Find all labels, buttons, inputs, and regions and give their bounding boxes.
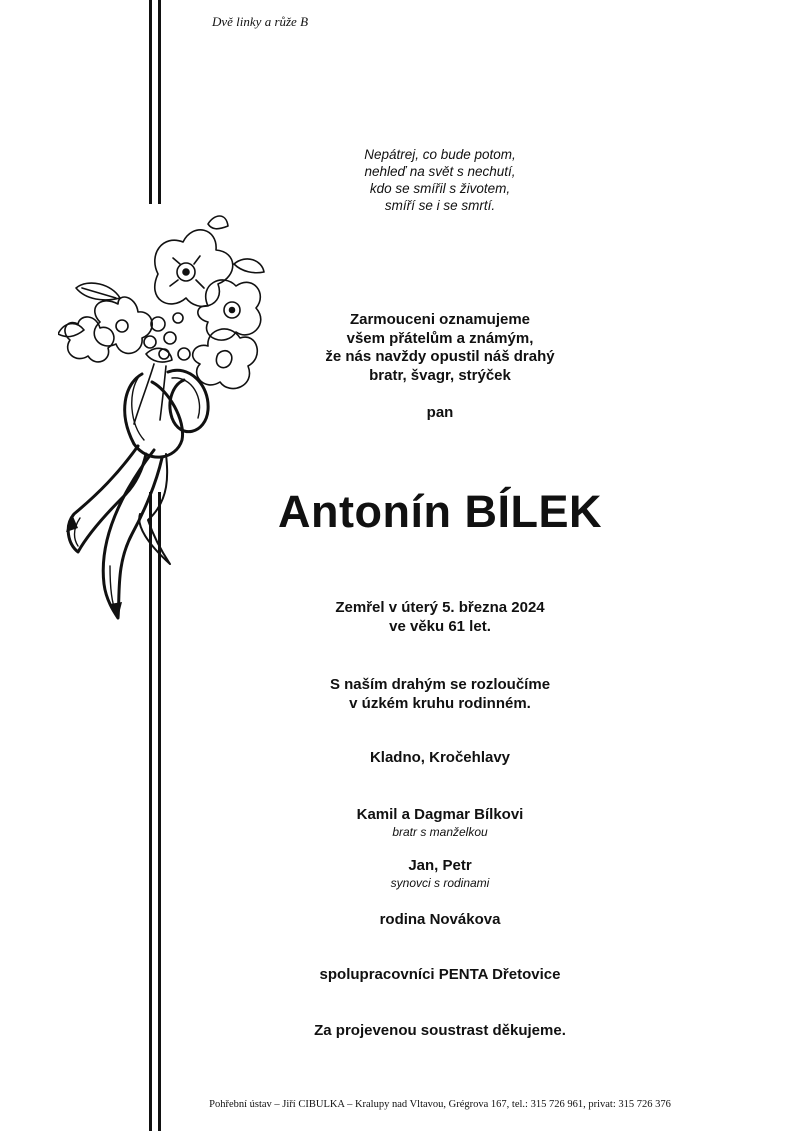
mourner-name: Jan, Petr: [408, 857, 472, 874]
mourner-kamil-dagmar: [240, 806, 640, 840]
left-rule-upper-a: [149, 0, 152, 204]
colleagues: spolupracovníci PENTA Dřetovice: [319, 966, 561, 983]
funeral-home-footer: Pohřební ústav – Jiří CIBULKA – Kralupy nad Vltavou, Grégrova 167, tel.: 315 726 961, privat: 315 726 376: [209, 1099, 671, 1110]
honorific: pan: [426, 404, 454, 421]
memorial-poem: [300, 146, 580, 214]
mourner-novakova: rodina Novákova: [379, 911, 501, 928]
rose-bouquet-icon: [58, 214, 268, 624]
mourner-relation: synovci s rodinami: [390, 875, 490, 890]
farewell-line: S naším drahým se rozloučíme: [329, 676, 551, 693]
announcement-line: Zarmouceni oznamujeme: [349, 311, 531, 328]
location: Kladno, Kročehlavy: [369, 749, 511, 766]
mourner-relation: bratr s manželkou: [392, 824, 488, 839]
mourner-name: Kamil a Dagmar Bílkovi: [356, 806, 524, 823]
death-date-line: Zemřel v úterý 5. března 2024: [335, 599, 545, 616]
left-rule-upper-b: [158, 0, 161, 204]
age-line: ve věku 61 let.: [389, 617, 491, 635]
template-label: Dvě linky a růže B: [212, 14, 309, 29]
poem-line: smíří se i se smrtí.: [384, 198, 496, 213]
announcement-line: že nás navždy opustil náš drahý: [325, 348, 555, 365]
poem-line: kdo se smířil s životem,: [369, 181, 511, 196]
announcement-text: [240, 311, 640, 385]
farewell-line: v úzkém kruhu rodinném.: [349, 694, 531, 712]
announcement-line: všem přátelům a známým,: [346, 329, 534, 347]
thanks-line: Za projevenou soustrast děkujeme.: [314, 1022, 566, 1039]
farewell-text: [240, 676, 640, 713]
death-info: [240, 599, 640, 636]
deceased-name: Antonín BÍLEK: [278, 486, 602, 537]
announcement-line: bratr, švagr, strýček: [369, 366, 511, 384]
mourner-jan-petr: [240, 857, 640, 891]
poem-line: Nepátrej, co bude potom,: [364, 147, 516, 162]
poem-line: nehleď na svět s nechutí,: [364, 164, 516, 179]
